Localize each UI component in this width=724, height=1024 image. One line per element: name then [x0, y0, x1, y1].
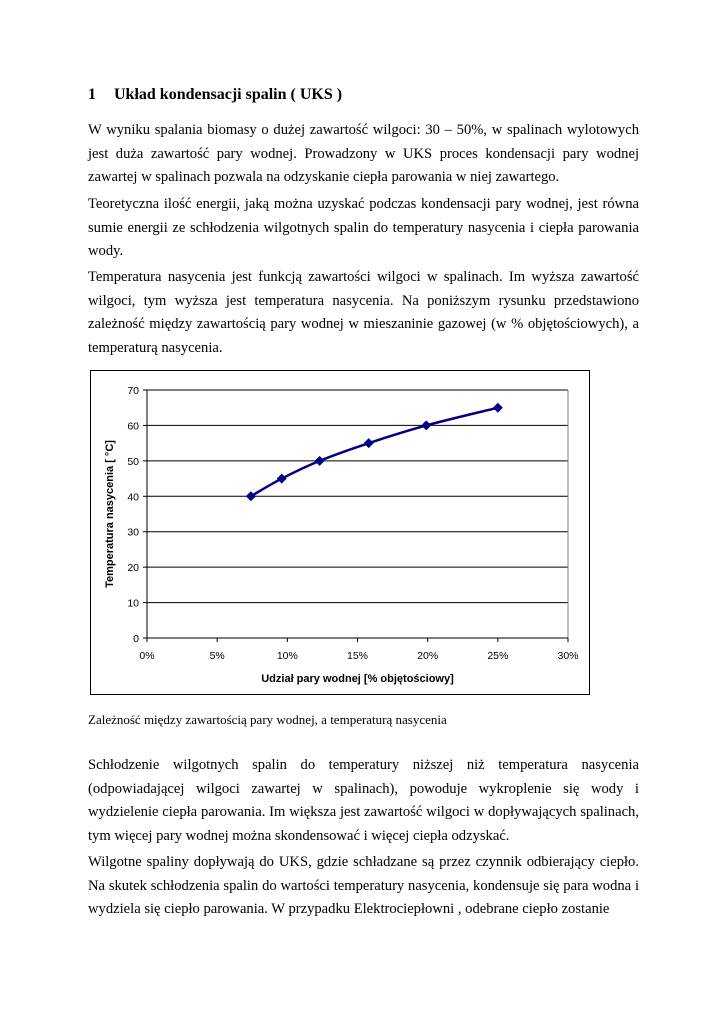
paragraph-5: Wilgotne spaliny dopływają do UKS, gdzie schładzane są przez czynnik odbierający ciepło. Na skutek schłodzenia spalin do wartości temperatury nasycenia, kondensuje się para wodna i wydziela się ciepło parowania. W przypadku Elektrociepłowni , odebrane ciepło zostanie	[88, 854, 639, 918]
section-number: 1	[88, 86, 96, 103]
x-tick-label: 15%	[346, 650, 369, 662]
data-point-marker	[493, 403, 503, 413]
x-tick-label: 10%	[276, 650, 298, 662]
series-line	[251, 408, 498, 497]
paragraph-4: Schłodzenie wilgotnych spalin do temperatury niższej niż temperatura nasycenia (odpowiadającej wilgoci zawartej w spalinach), powoduje wykroplenie się wody i wydzielenie ciepła parowania. Im większa jest zawartość wilgoci w dopływających spalinach, tym więcej pary wodnej można skondensować i więcej ciepła odzyskać.	[88, 757, 639, 844]
y-tick-label: 50	[127, 455, 139, 468]
x-axis-title: Udział pary wodnej [% objętościowy]	[261, 673, 454, 685]
data-point-marker	[421, 420, 431, 430]
figure-caption: Zależność między zawartością pary wodnej, a temperaturą nasycenia	[88, 712, 447, 727]
y-tick-label: 30	[127, 526, 139, 539]
x-tick-label: 25%	[487, 650, 509, 662]
y-axis-title: Temperatura nasycenia [ °C]	[104, 440, 116, 588]
paragraph-2: Teoretyczna ilość energii, jaką można uzyskać podczas kondensacji pary wodnej, jest równa sumie energii ze schłodzenia wilgotnych spalin do temperatury nasycenia i ciepła parowania wody.	[88, 196, 639, 260]
x-tick-label: 30%	[557, 650, 579, 662]
data-point-marker	[364, 438, 374, 448]
y-tick-label: 0	[133, 633, 139, 645]
y-tick-label: 70	[127, 385, 139, 397]
x-tick-label: 20%	[417, 650, 439, 662]
x-tick-label: 0%	[139, 650, 155, 662]
y-tick-label: 10	[127, 597, 139, 610]
section-heading	[88, 86, 342, 104]
section-title: Układ kondensacji spalin ( UKS )	[114, 86, 343, 103]
y-tick-label: 60	[127, 420, 139, 433]
y-tick-label: 40	[127, 491, 139, 504]
y-tick-label: 20	[127, 562, 139, 575]
paragraph-3: Temperatura nasycenia jest funkcją zawartości wilgoci w spalinach. Im wyższa zawartość wilgoci, tym wyższa jest temperatura nasycenia. Na poniższym rysunku przedstawiono zależność między zawartością pary wodnej w mieszaninie gazowej (w % objętościowych), a temperaturą nasycenia.	[88, 269, 639, 356]
saturation-chart	[91, 371, 588, 693]
chart-frame	[90, 370, 590, 695]
data-point-marker	[277, 474, 287, 484]
data-point-marker	[315, 456, 325, 466]
x-tick-label: 5%	[209, 650, 225, 662]
paragraph-1: W wyniku spalania biomasy o dużej zawartość wilgoci: 30 – 50%, w spalinach wylotowych jest duża zawartość pary wodnej. Prowadzony w UKS proces kondensacji pary wodnej zawartej w spalinach pozwala na odzyskanie ciepła parowania w niej zawartego.	[88, 122, 639, 186]
